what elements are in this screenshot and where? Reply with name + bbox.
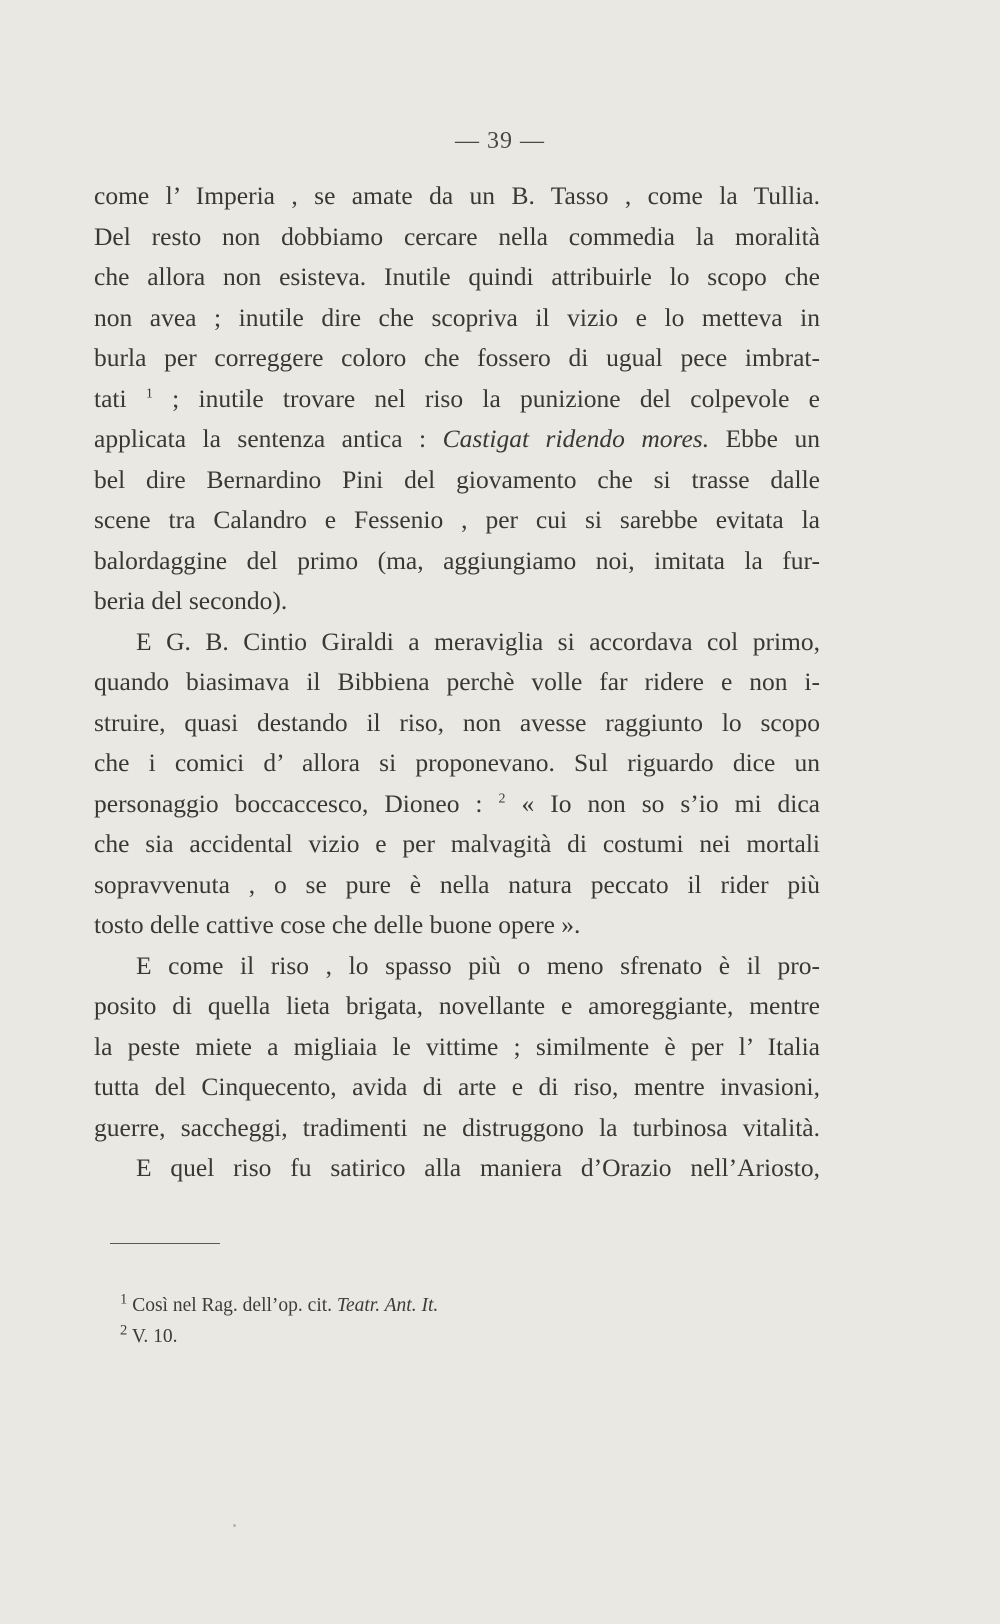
text-line: burla per correggere coloro che fossero di ugual pece imbrat- — [94, 343, 820, 372]
footnote: $^1$ Così nel Rag. dell’op. cit. Teatr. Ant. It. — [120, 1291, 439, 1316]
text-line: guerre, saccheggi, tradimenti ne distruggono la turbinosa vitalità. — [94, 1112, 820, 1142]
text-line: applicata la sentenza antica : Castigat ridendo mores. Ebbe un — [94, 424, 820, 453]
text-line: beria del secondo). — [94, 586, 288, 615]
text-line: non avea ; inutile dire che scopriva il vizio e lo metteva in — [94, 302, 820, 332]
footnote: $^2$ V. 10. — [120, 1322, 178, 1347]
text-line: Del resto non dobbiamo cercare nella commedia la moralità — [94, 221, 820, 251]
text-line: che i comici d’ allora si proponevano. Sul riguardo dice un — [94, 748, 820, 777]
text-line: E come il riso , lo spasso più o meno sfrenato è il pro- — [136, 950, 820, 980]
text-line: scene tra Calandro e Fessenio , per cui si sarebbe evitata la — [94, 505, 820, 534]
text-line: che allora non esisteva. Inutile quindi attribuirle lo scopo che — [94, 262, 820, 291]
paper-speck — [233, 1524, 236, 1527]
footnote-separator — [110, 1243, 220, 1244]
text-line: personaggio boccaccesco, Dioneo : $^2$ « Io non so s’io mi dica — [94, 788, 820, 818]
text-line: balordaggine del primo (ma, aggiungiamo noi, imitata la fur- — [94, 545, 820, 575]
text-line: che sia accidental vizio e per malvagità di costumi nei mortali — [94, 829, 820, 858]
text-line: E quel riso fu satirico alla maniera d’Orazio nell’Ariosto, — [136, 1153, 820, 1182]
body-text — [94, 176, 820, 1189]
text-line: la peste miete a migliaia le vittime ; similmente è per l’ Italia — [94, 1031, 820, 1061]
footnotes — [120, 1290, 720, 1352]
text-line: struire, quasi destando il riso, non avesse raggiunto lo scopo — [94, 707, 820, 737]
page-number: — 39 — — [455, 128, 545, 154]
text-line: sopravvenuta , o se pure è nella natura peccato il rider più — [94, 869, 820, 899]
text-line: E G. B. Cintio Giraldi a meraviglia si accordava col primo, — [136, 626, 820, 656]
text-line: bel dire Bernardino Pini del giovamento che si trasse dalle — [94, 464, 820, 494]
text-line: posito di quella lieta brigata, novellante e amoreggiante, mentre — [94, 991, 820, 1020]
text-line: tutta del Cinquecento, avida di arte e di riso, mentre invasioni, — [94, 1072, 820, 1101]
text-line: come l’ Imperia , se amate da un B. Tasso , come la Tullia. — [94, 181, 820, 210]
text-line: quando biasimava il Bibbiena perchè volle far ridere e non i- — [94, 667, 820, 696]
text-line: tati $^1$ ; inutile trovare nel riso la punizione del colpevole e — [94, 383, 820, 413]
text-line: tosto delle cattive cose che delle buone opere ». — [94, 910, 581, 939]
